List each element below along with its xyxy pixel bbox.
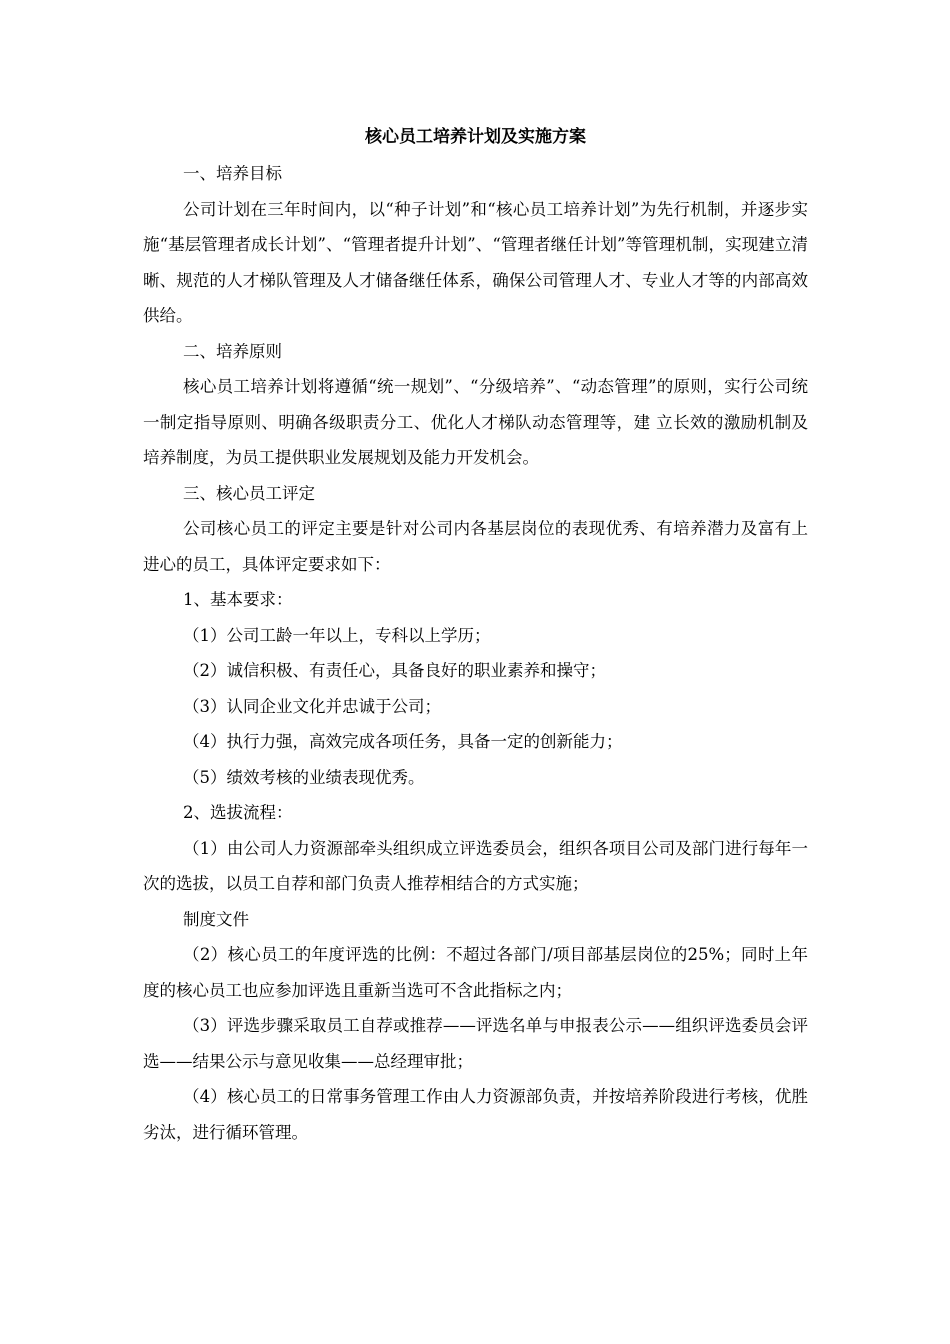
paragraph-evaluation-intro: 公司核心员工的评定主要是针对公司内各基层岗位的表现优秀、有培养潜力及富有上进心的员工，具体评定要求如下： (143, 519, 808, 574)
heading-training-principles: 二、培养原则 (183, 341, 282, 361)
paragraph-training-goals: 公司计划在三年时间内，以“种子计划”和“核心员工培养计划”为先行机制，并逐步实施“基层管理者成长计划”、“管理者提升计划”、“管理者继任计划”等管理机制，实现建立清晰、规范的人才梯队管理及人才储备继任体系，确保公司管理人才、专业人才等的内部高效供给。 (143, 199, 808, 325)
process-item: （1）由公司人力资源部牵头组织成立评选委员会，组织各项目公司及部门进行每年一次的选拔，以员工自荐和部门负责人推荐相结合的方式实施； (143, 838, 808, 893)
document-page (143, 120, 808, 1150)
requirement-item: （4）执行力强，高效完成各项任务，具备一定的创新能力； (183, 732, 623, 751)
process-item: （2）核心员工的年度评选的比例：不超过各部门/项目部基层岗位的25%；同时上年度的核心员工也应参加评选且重新当选可不含此指标之内； (143, 945, 808, 1000)
requirement-item: （2）诚信积极、有责任心，具备良好的职业素养和操守； (183, 661, 606, 680)
requirement-item: （3）认同企业文化并忠诚于公司； (183, 696, 441, 716)
watermark-text: 制度文件 (183, 909, 249, 929)
requirement-item: （1）公司工龄一年以上，专科以上学历； (183, 625, 491, 645)
heading-core-employee-evaluation: 三、核心员工评定 (183, 483, 315, 503)
paragraph-training-principles: 核心员工培养计划将遵循“统一规划”、“分级培养”、“动态管理”的原则，实行公司统一制定指导原则、明确各级职责分工、优化人才梯队动态管理等，建 立长效的激励机制及培养制度，为员工提供职业发展规划及能力开发机会。 (143, 377, 808, 467)
document-title: 核心员工培养计划及实施方案 (365, 127, 586, 147)
requirement-item: （5）绩效考核的业绩表现优秀。 (183, 767, 425, 787)
subheading-selection-process: 2、选拔流程： (183, 803, 293, 822)
heading-training-goals: 一、培养目标 (183, 164, 282, 183)
process-item: （3）评选步骤采取员工自荐或推荐——评选名单与申报表公示——组织评选委员会评选——结果公示与意见收集——总经理审批； (143, 1016, 808, 1071)
subheading-basic-requirements: 1、基本要求： (183, 590, 293, 609)
process-item: （4）核心员工的日常事务管理工作由人力资源部负责，并按培养阶段进行考核，优胜劣汰，进行循环管理。 (143, 1087, 808, 1142)
